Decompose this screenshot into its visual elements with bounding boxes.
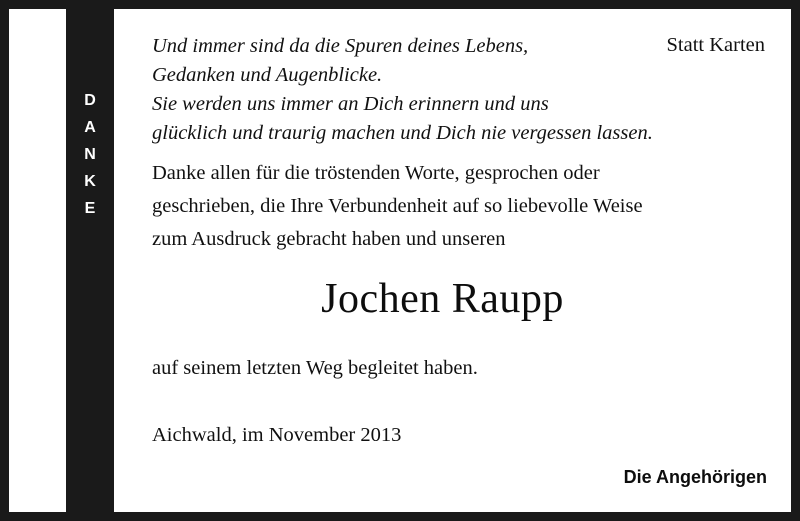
verse-line: glücklich und traurig machen und Dich nie vergessen lassen. xyxy=(152,122,653,144)
thanks-paragraph-line: geschrieben, die Ihre Verbundenheit auf so liebevolle Weise xyxy=(152,195,643,217)
place-and-date: Aichwald, im November 2013 xyxy=(152,424,402,446)
danke-letter: K xyxy=(84,173,96,190)
statt-karten-note: Statt Karten xyxy=(666,34,765,56)
verse-block xyxy=(152,32,653,148)
thanks-paragraph-line: zum Ausdruck gebracht haben und unseren xyxy=(152,228,506,250)
danke-letter: E xyxy=(84,200,96,217)
danke-side-bar xyxy=(66,9,114,512)
danke-letter: D xyxy=(84,92,96,109)
notice-content xyxy=(114,9,791,512)
danke-vertical-label xyxy=(66,87,114,222)
signature-line: Die Angehörigen xyxy=(623,467,767,487)
thanks-paragraph-line: Danke allen für die tröstenden Worte, gesprochen oder xyxy=(152,162,600,184)
danke-letter: A xyxy=(84,119,96,136)
verse-line: Gedanken und Augenblicke. xyxy=(152,64,383,86)
verse-line: Und immer sind da die Spuren deines Lebens, xyxy=(152,35,529,57)
verse-line: Sie werden uns immer an Dich erinnern und uns xyxy=(152,93,549,115)
deceased-name: Jochen Raupp xyxy=(321,276,564,322)
danke-letter: N xyxy=(84,146,96,163)
thanks-paragraph xyxy=(152,157,643,256)
closing-line: auf seinem letzten Weg begleitet haben. xyxy=(152,357,478,379)
